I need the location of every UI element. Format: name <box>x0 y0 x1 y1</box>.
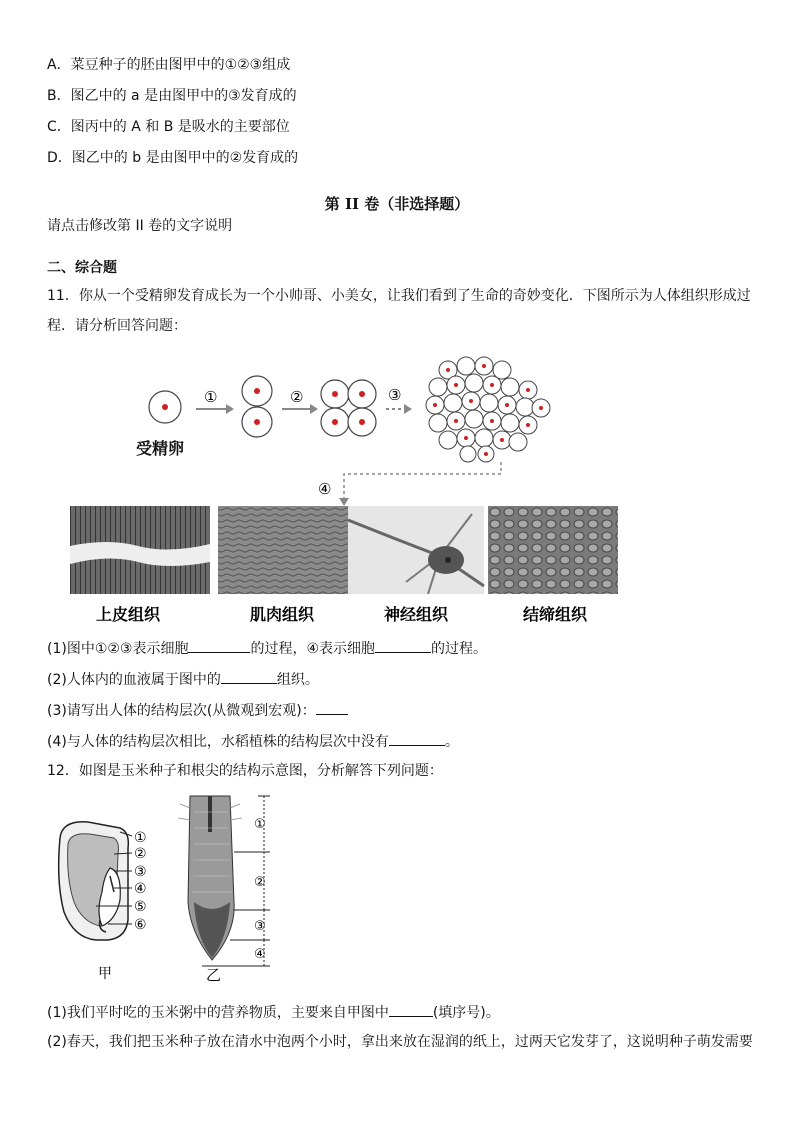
answer-blank[interactable] <box>375 638 431 653</box>
root-caption: 乙 <box>206 966 222 984</box>
seed-label-1: ① <box>134 830 147 846</box>
connective-tissue-image <box>488 506 618 594</box>
q11-sub3: (3)请写出人体的结构层次(从微观到宏观)： <box>47 700 348 720</box>
egg-label: 受精卵 <box>136 439 185 458</box>
option-c: C．图丙中的 A 和 B 是吸水的主要部位 <box>47 119 290 135</box>
corn-seed-root-figure <box>52 792 278 984</box>
tissue-label-connective: 结缔组织 <box>523 605 588 624</box>
seed-label-5: ⑤ <box>134 899 147 915</box>
root-tip-icon <box>178 796 242 960</box>
root-label-1: ① <box>254 817 266 832</box>
q12-sub1: (1)我们平时吃的玉米粥中的营养物质，主要来自甲图中 (填序号)。 <box>47 1002 500 1022</box>
q11-sub4: (4)与人体的结构层次相比，水稻植株的结构层次中没有 。 <box>47 731 459 751</box>
tissue-label-nerve: 神经组织 <box>384 605 449 624</box>
option-d: D．图乙中的 b 是由图甲中的②发育成的 <box>47 150 299 166</box>
two-cell-icon <box>242 376 272 437</box>
q12-stem: 12．如图是玉米种子和根尖的结构示意图，分析解答下列问题： <box>47 763 443 779</box>
part2-title: 第 II 卷（非选择题） <box>324 195 470 213</box>
step-4-label: ④ <box>318 480 332 498</box>
q11-stem-line1: 11．你从一个受精卵发育成长为一个小帅哥、小美女，让我们看到了生命的奇妙变化．下图所示为人体组织形成过 <box>47 288 751 304</box>
four-cell-icon <box>321 380 376 436</box>
seed-label-3: ③ <box>134 864 147 880</box>
answer-blank[interactable] <box>316 700 348 715</box>
option-b: B．图乙中的 a 是由图甲中的③发育成的 <box>47 88 297 104</box>
corn-seed-icon <box>59 822 129 940</box>
nerve-tissue-image <box>348 506 484 594</box>
root-label-3: ③ <box>254 919 266 934</box>
q11-sub1: (1)图中①②③表示细胞 的过程，④表示细胞 的过程。 <box>47 638 487 658</box>
step-1-label: ① <box>204 388 218 406</box>
muscle-tissue-image <box>218 506 348 594</box>
answer-blank[interactable] <box>389 731 445 746</box>
part2-note: 请点击修改第 II 卷的文字说明 <box>47 218 233 234</box>
cell-mass-icon <box>426 357 550 462</box>
step-3-label: ③ <box>388 386 402 404</box>
tissue-label-muscle: 肌肉组织 <box>250 605 315 624</box>
tissue-label-epithelial: 上皮组织 <box>96 605 161 624</box>
step-2-label: ② <box>290 388 304 406</box>
q11-sub2: (2)人体内的血液属于图中的 组织。 <box>47 669 319 689</box>
answer-blank[interactable] <box>188 638 250 653</box>
q12-sub2: (2)春天，我们把玉米种子放在清水中泡两个小时，拿出来放在湿润的纸上，过两天它发芽了，这说明种子萌发需要 <box>47 1034 753 1050</box>
seed-label-2: ② <box>134 846 147 862</box>
section-heading: 二、综合题 <box>47 260 117 276</box>
root-label-4: ④ <box>254 947 266 962</box>
seed-label-4: ④ <box>134 881 147 897</box>
fertilized-egg-icon <box>149 391 181 423</box>
epithelial-tissue-image <box>70 506 210 594</box>
seed-label-6: ⑥ <box>134 917 147 933</box>
root-label-2: ② <box>254 875 266 890</box>
answer-blank[interactable] <box>389 1002 433 1017</box>
option-a: A．菜豆种子的胚由图甲中的①②③组成 <box>47 57 291 73</box>
seed-caption: 甲 <box>98 966 112 982</box>
q11-stem-line2: 程．请分析回答问题： <box>47 318 187 334</box>
answer-blank[interactable] <box>221 669 277 684</box>
tissue-formation-figure <box>68 350 620 626</box>
